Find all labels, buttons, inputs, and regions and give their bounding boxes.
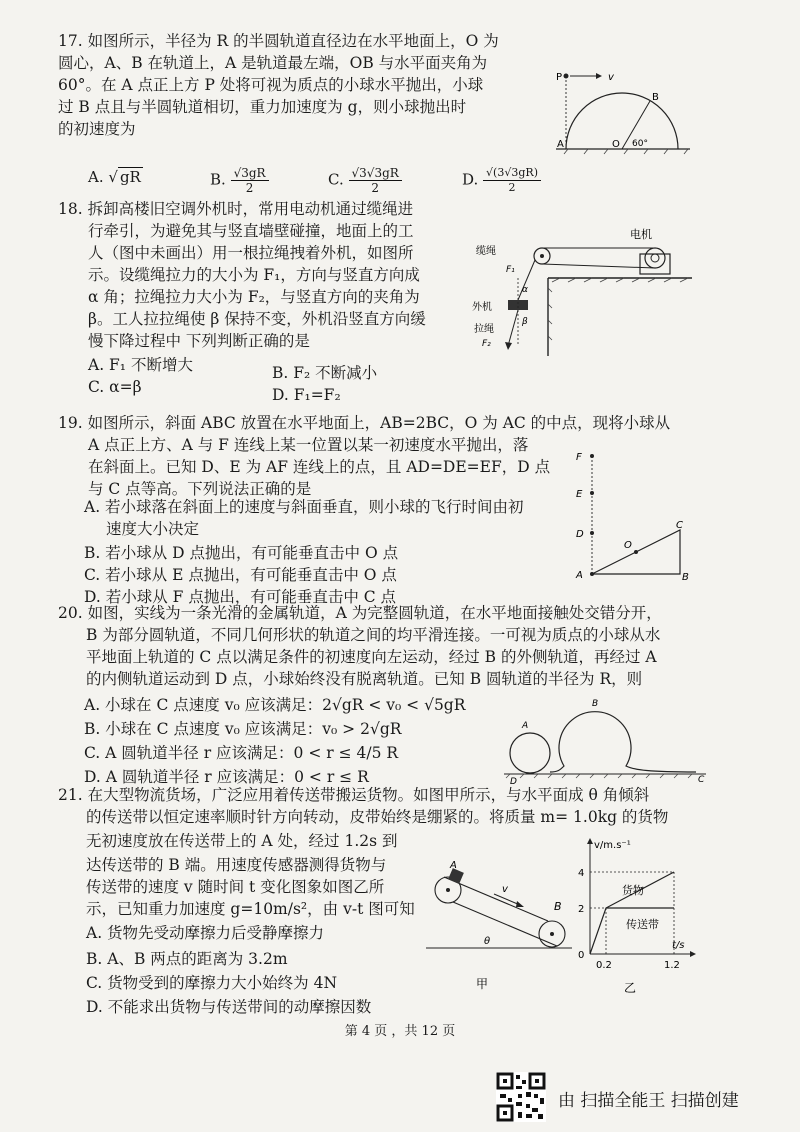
q21-option-c: C. 货物受到的摩擦力大小始终为 4N xyxy=(86,974,338,992)
q17-option-b: B. $\frac{√3gR}{2}$ xyxy=(210,166,269,195)
q20-option-d: D. A 圆轨道半径 r 应该满足：0 < r ≤ R xyxy=(84,768,369,786)
q19-line-3: 在斜面上。已知 D、E 为 AF 连线上的点，且 AD=DE=EF，D 点 xyxy=(88,458,551,476)
q17-line-2: 圆心，A、B 在轨道上，A 是轨道最左端，OB 与水平面夹角为 xyxy=(58,54,488,72)
q18-line-7: 慢下降过程中 下列判断正确的是 xyxy=(88,332,310,350)
q17-option-c: C. $\frac{√3√3gR}{2}$ xyxy=(328,166,402,195)
q21-option-b: B. A、B 两点的距离为 3.2m xyxy=(86,950,288,968)
q21-line-3: 无初速度放在传送带上的 A 处，经过 1.2s 到 xyxy=(86,832,398,850)
q20-label-b: B xyxy=(592,699,599,709)
q21-line-6: 示，已知重力加速度 g=10m/s²，由 v-t 图可知 xyxy=(86,900,415,918)
q21-yi-x12: 1.2 xyxy=(664,960,680,971)
q21-jia-label-b: B xyxy=(554,900,562,913)
q18-option-b: B. F₂ 不断减小 xyxy=(272,364,378,382)
q21-yi-y2: 2 xyxy=(578,904,585,915)
q20-option-b: B. 小球在 C 点速度 v₀ 应该满足：v₀ > 2√gR xyxy=(84,720,402,738)
q17-line-4: 过 B 点且与半圆轨道相切，重力加速度为 g，则小球抛出时 xyxy=(58,98,467,116)
q21-jia-label-a: A xyxy=(450,860,457,871)
q17-figure xyxy=(548,64,698,156)
q18-label-cable: 缆绳 xyxy=(476,246,496,257)
q21-yi-x02: 0.2 xyxy=(596,960,612,971)
q19-option-c: C. 若小球从 E 点抛出，有可能垂直击中 O 点 xyxy=(84,566,397,584)
q17-line-5: 的初速度为 xyxy=(58,120,136,138)
q18-label-f2: F₂ xyxy=(482,339,491,349)
q18-option-c: C. α=β xyxy=(88,378,142,396)
q18-line-1: 18. 拆卸高楼旧空调外机时，常用电动机通过缆绳进 xyxy=(58,200,414,218)
scanner-text: 由 扫描全能王 扫描创建 xyxy=(558,1091,739,1111)
q21-option-a: A. 货物先受动摩擦力后受静摩擦力 xyxy=(86,924,325,942)
q19-line-4: 与 C 点等高。下列说法正确的是 xyxy=(88,480,312,498)
q21-jia-label-v: v xyxy=(502,884,508,895)
q20-option-c: C. A 圆轨道半径 r 应该满足：0 < r ≤ 4/5 R xyxy=(84,744,399,762)
q17-label-o: O xyxy=(612,139,620,150)
q18-label-alpha: α xyxy=(522,285,528,295)
q18-figure xyxy=(470,218,700,358)
q20-figure xyxy=(500,698,710,784)
q17-line-3: 60°。在 A 点正上方 P 处将可视为质点的小球水平抛出，小球 xyxy=(58,76,484,94)
q20-option-a: A. 小球在 C 点速度 v₀ 应该满足：2√gR < v₀ < √5gR xyxy=(84,696,466,714)
q18-line-4: 示。设缆绳拉力的大小为 F₁，方向与竖直方向成 xyxy=(88,266,420,284)
q20-line-3: 平地面上轨道的 C 点以满足条件的初速度向左运动，经过 B 的外侧轨道，再经过 A xyxy=(86,648,657,666)
q17-label-v: v xyxy=(608,72,614,83)
q17-option-a: A. √ gR xyxy=(88,168,141,186)
q19-label-e: E xyxy=(576,489,583,500)
q18-line-2: 行牵引，为避免其与竖直墙壁碰撞，地面上的工 xyxy=(88,222,414,240)
page-footer: 第 4 页 ，共 12 页 xyxy=(344,1024,456,1039)
q18-label-motor: 电机 xyxy=(630,228,652,241)
q17-option-d: D. $\frac{√(3√3gR)}{2}$ xyxy=(462,166,541,195)
q17-label-b: B xyxy=(652,92,659,103)
q18-label-unit: 外机 xyxy=(472,302,492,313)
q21-jia-label-theta: θ xyxy=(484,936,491,947)
qr-code-icon xyxy=(496,1072,546,1122)
q21-line-5: 传送带的速度 v 随时间 t 变化图象如图乙所 xyxy=(86,878,385,896)
q19-line-2: A 点正上方、A 与 F 连线上某一位置以某一初速度水平抛出，落 xyxy=(88,436,529,454)
scanner-watermark xyxy=(496,1072,796,1124)
q20-label-d: D xyxy=(510,777,517,784)
q21-yi-zero: 0 xyxy=(578,950,585,961)
q21-yi-belt: 传送带 xyxy=(626,918,659,931)
q20-line-4: 的内侧轨道运动到 D 点，小球始终没有脱离轨道。已知 B 圆轨道的半径为 R，则 xyxy=(86,670,643,688)
q21-figure-jia xyxy=(424,860,574,1000)
q17-label-a: A xyxy=(557,139,564,150)
q20-line-2: B 为部分圆轨道，不同几何形状的轨道之间的均平滑连接。一可视为质点的小球从水 xyxy=(86,626,661,644)
q18-label-rope: 拉绳 xyxy=(474,324,494,335)
q18-option-a: A. F₁ 不断增大 xyxy=(88,356,193,374)
q19-label-a: A xyxy=(576,570,583,581)
q18-label-f1: F₁ xyxy=(506,265,515,275)
q21-yi-cargo: 货物 xyxy=(622,884,644,897)
q21-yi-caption: 乙 xyxy=(624,981,637,995)
q21-option-d: D. 不能求出货物与传送带间的动摩擦因数 xyxy=(86,998,372,1016)
q21-yi-xlabel: t/s xyxy=(672,940,685,951)
q19-option-a: A. 若小球落在斜面上的速度与斜面垂直，则小球的飞行时间由初 xyxy=(84,498,524,516)
q20-label-a: A xyxy=(522,721,529,731)
q21-figure-yi xyxy=(568,836,698,1000)
q19-line-1: 19. 如图所示，斜面 ABC 放置在水平地面上，AB=2BC，O 为 AC 的中点，现将小球从 xyxy=(58,414,671,432)
q19-label-c: C xyxy=(676,520,683,531)
q19-label-o: O xyxy=(624,540,632,551)
q18-option-d: D. F₁=F₂ xyxy=(272,386,341,404)
q17-line-1: 17. 如图所示，半径为 R 的半圆轨道直径边在水平地面上，O 为 xyxy=(58,32,499,50)
q18-label-beta: β xyxy=(522,317,528,327)
q19-option-a-cont: 速度大小决定 xyxy=(106,520,200,538)
q21-line-2: 的传送带以恒定速率顺时针方向转动，皮带始终是绷紧的。将质量 m= 1.0kg 的货物 xyxy=(86,808,669,826)
q19-label-f: F xyxy=(576,452,582,463)
q21-yi-ylabel: v/m.s⁻¹ xyxy=(594,840,631,851)
q19-label-d: D xyxy=(576,529,584,540)
q18-line-6: β。工人拉拉绳使 β 保持不变，外机沿竖直方向缓 xyxy=(88,310,426,328)
q17-label-p: P xyxy=(556,72,563,83)
q17-label-angle: 60° xyxy=(632,139,648,149)
q19-label-b: B xyxy=(682,572,689,583)
q18-line-5: α 角；拉绳拉力大小为 F₂，与竖直方向的夹角为 xyxy=(88,288,420,306)
q21-line-4: 达传送带的 B 端。用速度传感器测得货物与 xyxy=(86,856,387,874)
q19-figure xyxy=(566,444,696,584)
q21-yi-y4: 4 xyxy=(578,868,585,879)
q19-option-d: D. 若小球从 F 点抛出，有可能垂直击中 C 点 xyxy=(84,588,397,606)
q20-label-c: C xyxy=(698,775,705,784)
q21-jia-caption: 甲 xyxy=(476,977,489,991)
q20-line-1: 20. 如图，实线为一条光滑的金属轨道，A 为完整圆轨道，在水平地面接触处交错分开， xyxy=(58,604,662,622)
q19-option-b: B. 若小球从 D 点抛出，有可能垂直击中 O 点 xyxy=(84,544,399,562)
q21-line-1: 21. 在大型物流货场，广泛应用着传送带搬运货物。如图甲所示，与水平面成 θ 角倾斜 xyxy=(58,786,650,804)
q18-line-3: 人（图中未画出）用一根拉绳拽着外机，如图所 xyxy=(88,244,414,262)
